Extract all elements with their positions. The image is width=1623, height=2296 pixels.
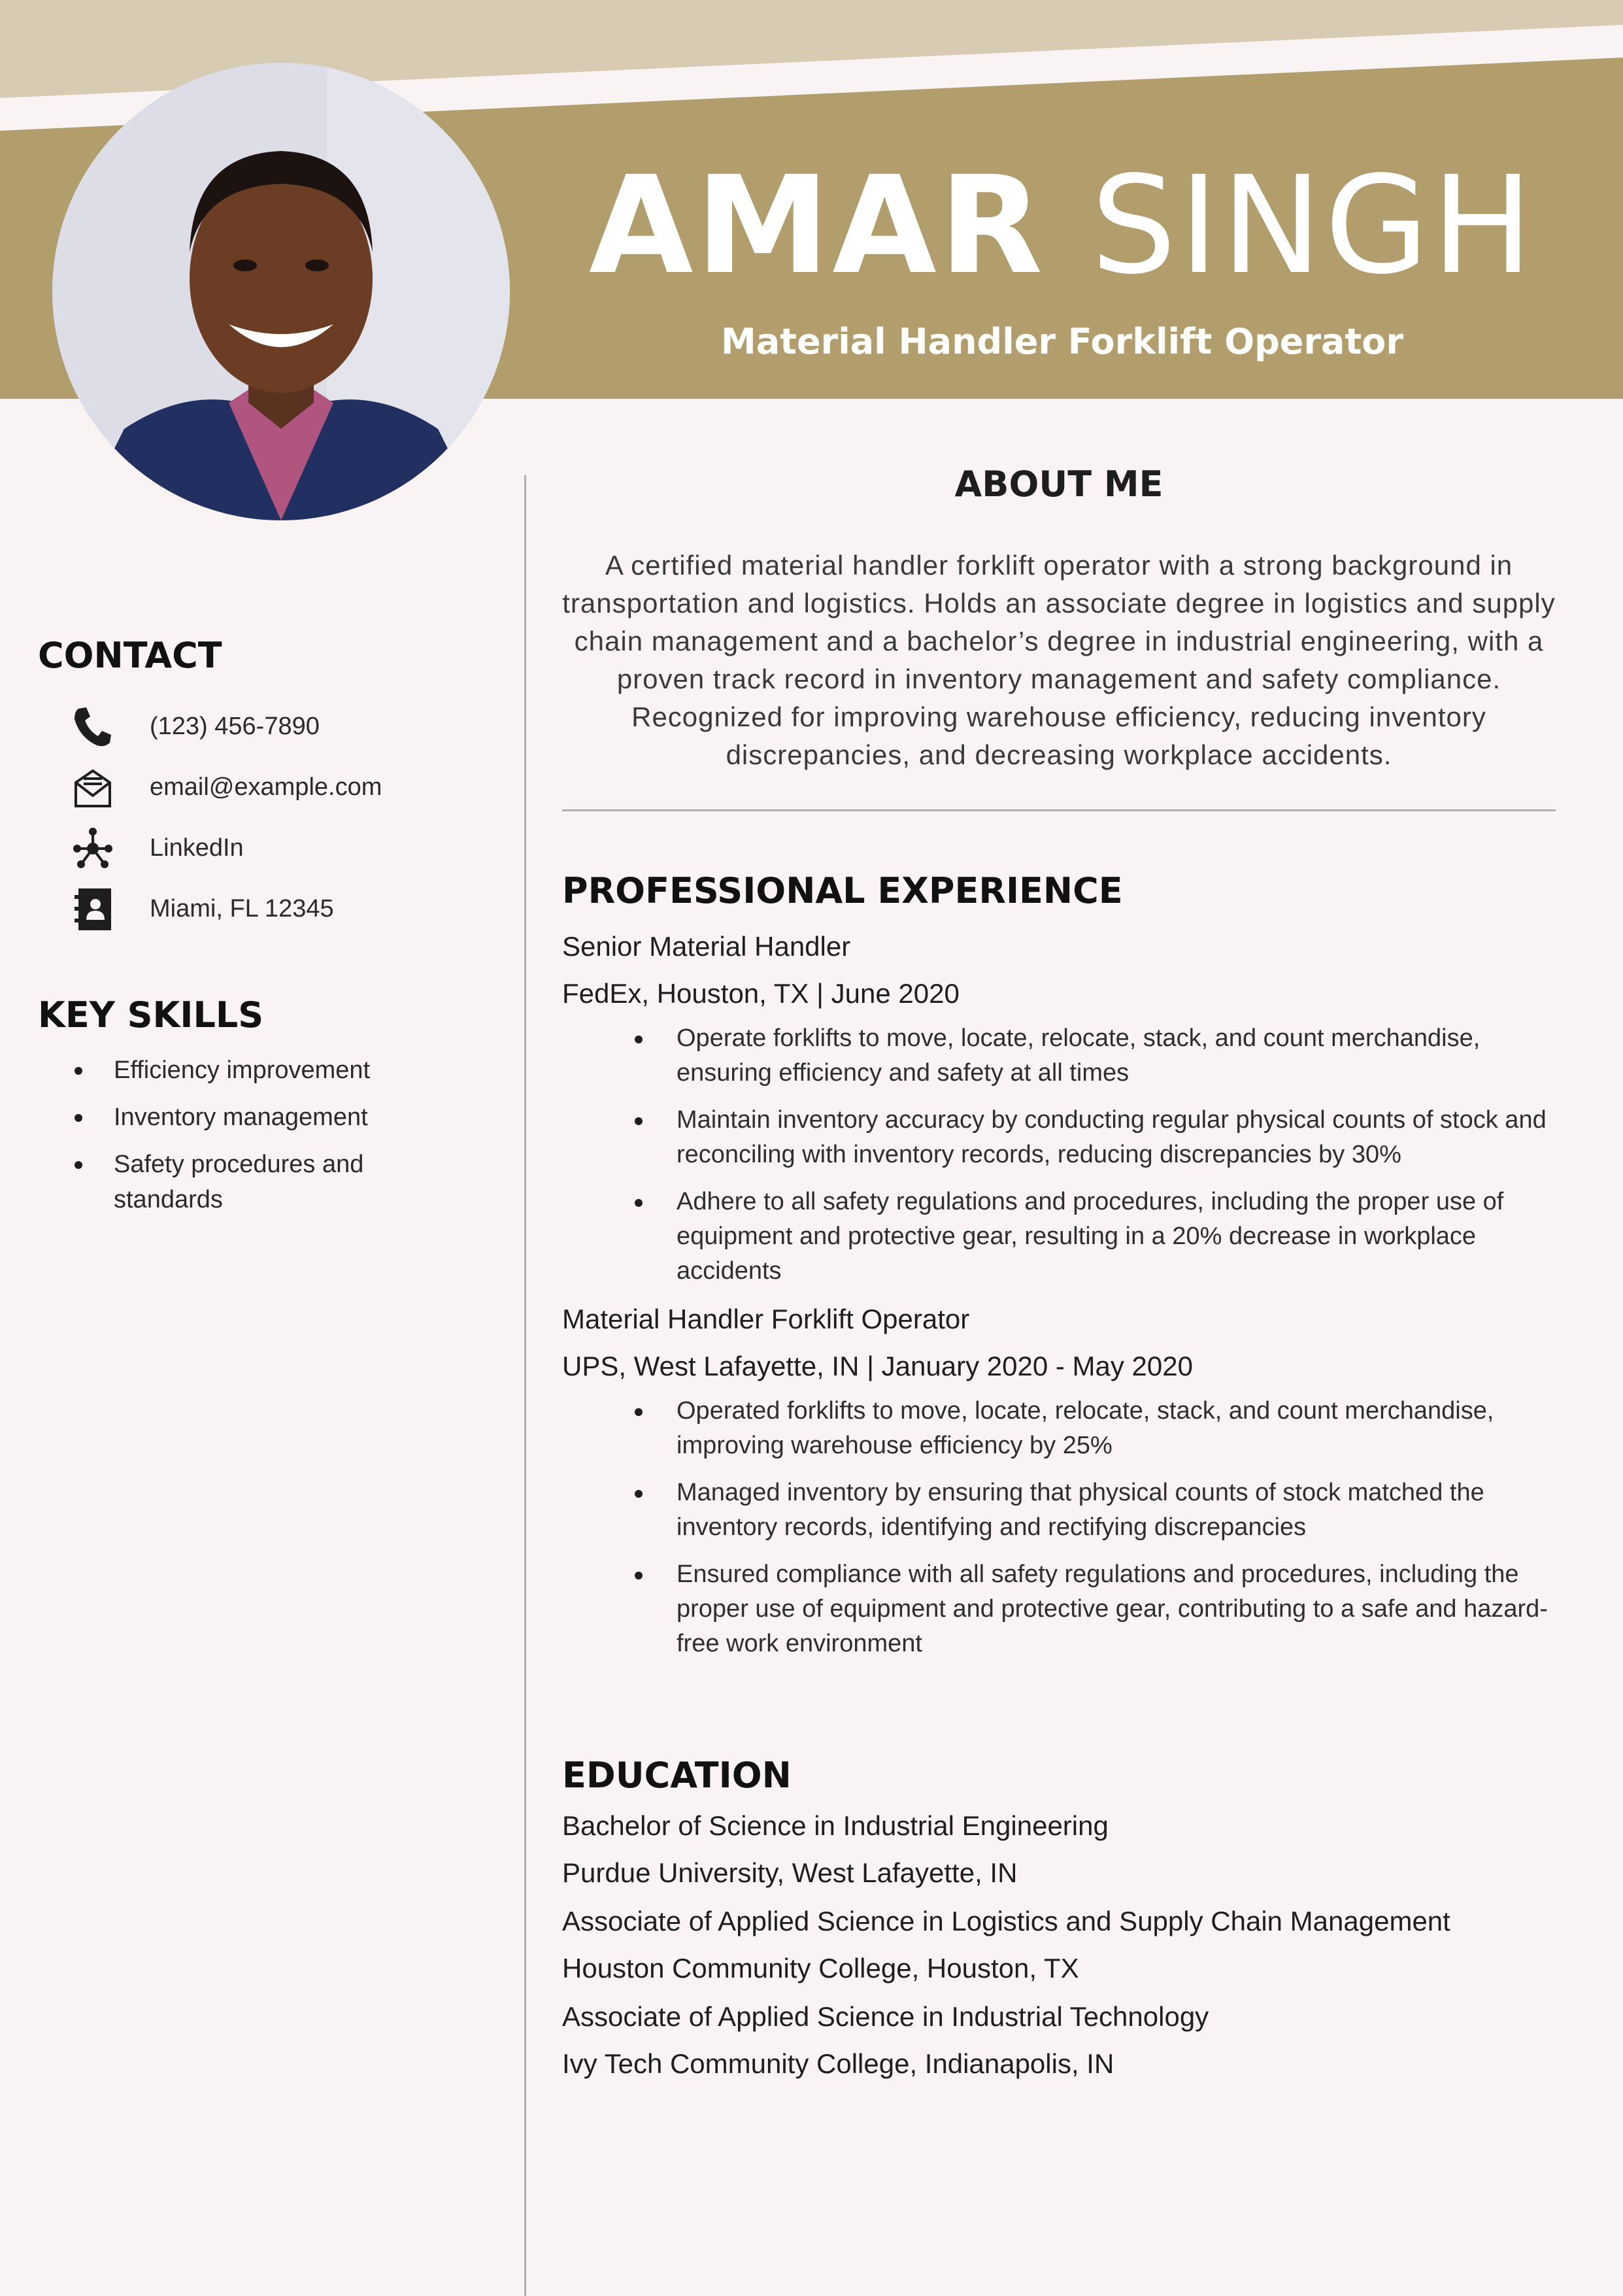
bullet-dot [635,1490,643,1498]
bullet-dot [75,1067,82,1075]
contact-phone [38,705,495,766]
profile-photo [52,63,510,520]
experience-section [562,868,1556,1674]
job-role: Senior Material Handler [562,931,851,962]
job-entry [562,928,1556,1289]
phone-icon [72,705,114,749]
education-school: Houston Community College, Houston, TX [562,1953,1079,1984]
contact-email-text: email@example.com [150,773,382,801]
experience-heading: PROFESSIONAL EXPERIENCE [562,870,1123,911]
list-item: Managed inventory by ensuring that physical counts of stock matched the inventory records, identifying and rectifying discrepancies [562,1476,1556,1545]
contact-email [38,766,495,826]
contact-linkedin [38,826,495,887]
last-name: SINGH [1090,147,1536,304]
job-org: FedEx, Houston, TX | June 2020 [562,978,960,1009]
contact-location-text: Miami, FL 12345 [150,895,334,922]
list-item: Operate forklifts to move, locate, relocate, stack, and count merchandise, ensuring efficiency and safety at all times [562,1021,1556,1090]
section-divider [562,809,1556,811]
bullet-dot [635,1036,643,1043]
first-name: AMAR [588,147,1046,304]
address-book-icon [72,887,114,932]
skills-list [38,1053,456,1217]
contact-location [38,887,495,948]
education-entry [562,1903,1556,1987]
bullet-dot [635,1199,643,1207]
mail-icon [72,766,114,810]
about-text: A certified material handler forklift operator with a strong background in transportation and logistics. Holds an associate degree in logistics and supply chain management and a bachelor’s degree in industrial engineering, with a proven track record in inventory management and safety compliance. Recognized for improving warehouse efficiency, reducing inventory discrepancies, and decreasing workplace accidents. [562,550,1556,770]
education-entry [562,1999,1556,2082]
list-item: Efficiency improvement [38,1053,456,1088]
list-item: Maintain inventory accuracy by conducting regular physical counts of stock and reconciling with inventory records, reducing discrepancies by 30% [562,1103,1556,1172]
education-school: Ivy Tech Community College, Indianapolis, IN [562,2048,1114,2079]
contact-phone-text: (123) 456-7890 [150,713,320,740]
network-icon [72,826,114,871]
bullet-dot [635,1408,643,1416]
list-item: Safety procedures and standards [38,1147,456,1217]
job-bullets [562,1394,1556,1661]
education-heading: EDUCATION [562,1755,792,1796]
bullet-dot [75,1114,82,1122]
education-entry [562,1808,1556,1891]
bullet-dot [635,1572,643,1579]
bullet-dot [75,1161,82,1169]
list-item: Inventory management [38,1100,456,1135]
list-item: Ensured compliance with all safety regulations and procedures, including the proper use of equipment and protective gear, contributing to a safe and hazard-free work environment [562,1557,1556,1661]
contact-linkedin-text: LinkedIn [150,834,244,862]
key-skills-section [38,992,456,1229]
column-divider [524,475,526,2296]
job-role: Material Handler Forklift Operator [562,1304,970,1334]
bullet-dot [635,1117,643,1125]
education-degree: Associate of Applied Science in Logistics and Supply Chain Management [562,1906,1450,1936]
about-heading: ABOUT ME [954,464,1163,505]
job-entry [562,1301,1556,1661]
candidate-name [588,147,1536,304]
education-degree: Bachelor of Science in Industrial Engineering [562,1810,1109,1841]
job-bullets [562,1021,1556,1289]
contact-list [38,705,495,948]
key-skills-heading: KEY SKILLS [38,994,264,1036]
education-school: Purdue University, West Lafayette, IN [562,1857,1018,1888]
job-title: Material Handler Forklift Operator [720,321,1404,362]
contact-heading: CONTACT [38,635,222,676]
list-item: Operated forklifts to move, locate, relocate, stack, and count merchandise, improving warehouse efficiency by 25% [562,1394,1556,1463]
list-item: Adhere to all safety regulations and procedures, including the proper use of equipment and protective gear, resulting in a 20% decrease in workplace accidents [562,1185,1556,1289]
education-section [562,1753,1556,2082]
education-degree: Associate of Applied Science in Industrial Technology [562,2001,1209,2032]
job-org: UPS, West Lafayette, IN | January 2020 - May 2020 [562,1351,1193,1381]
